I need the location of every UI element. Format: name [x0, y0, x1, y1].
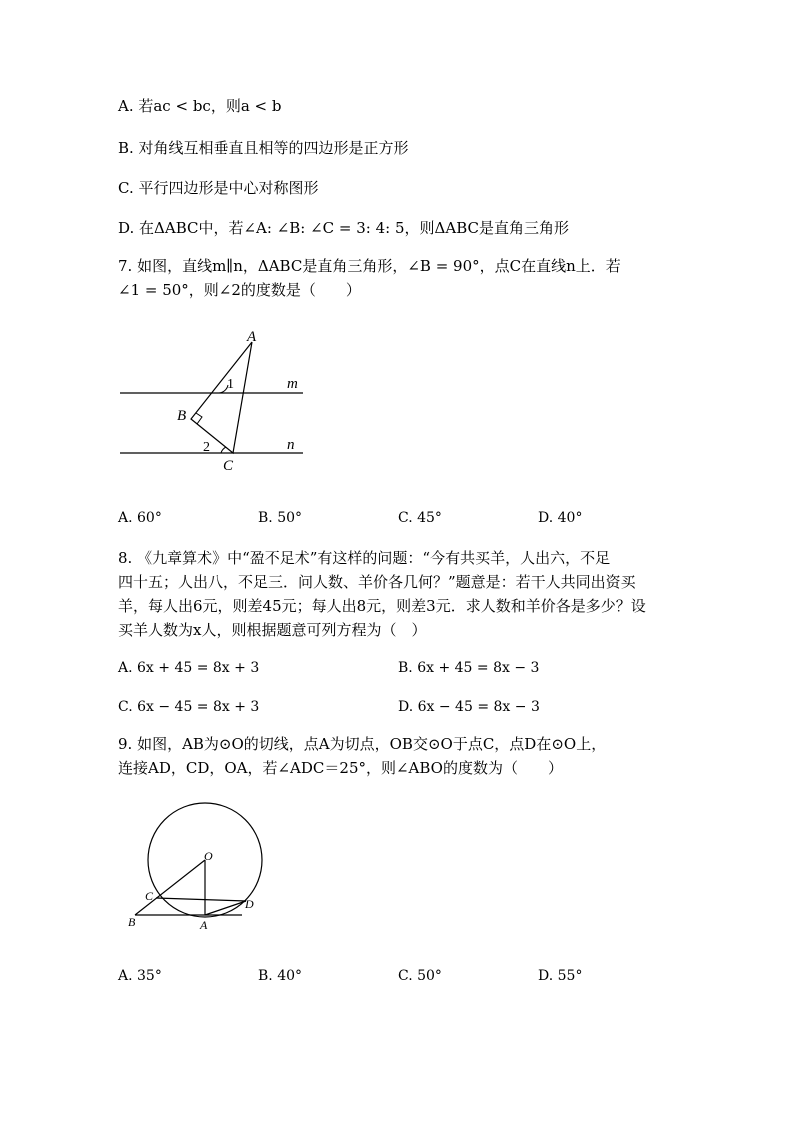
option-a-text: A. 若ac < bc，则a < b	[118, 97, 282, 115]
question-9-line-2: 连接AD，CD，OA，若∠ADC＝25°，则∠ABO的度数为（ ）	[118, 759, 563, 777]
q7-option-b: B. 50°	[258, 510, 303, 526]
right-angle-mark	[196, 413, 202, 424]
angle-2-arc	[221, 447, 226, 453]
label-d: D	[245, 897, 254, 911]
q8-option-c: C. 6x − 45 = 8x + 3	[118, 699, 260, 715]
segment-ob	[135, 860, 205, 915]
q8-option-a: A. 6x + 45 = 8x + 3	[118, 660, 260, 676]
question-7-figure	[115, 320, 315, 480]
q7-option-a: A. 60°	[118, 510, 162, 526]
label-b: B	[128, 915, 136, 929]
q9-option-a: A. 35°	[118, 968, 162, 984]
option-c-text: C. 平行四边形是中心对称图形	[118, 179, 319, 197]
q7-option-d: D. 40°	[538, 510, 583, 526]
label-2: 2	[203, 440, 210, 455]
label-c: C	[223, 458, 234, 474]
label-n: n	[287, 437, 295, 453]
segment-cd	[156, 898, 246, 901]
q9-option-b: B. 40°	[258, 968, 303, 984]
label-1: 1	[227, 377, 234, 392]
question-8-line-1: 8. 《九章算术》中“盈不足术”有这样的问题：“今有共买羊，人出六，不足	[118, 549, 611, 567]
q8-option-d: D. 6x − 45 = 8x − 3	[398, 699, 540, 715]
question-8-line-4: 买羊人数为x人，则根据题意可列方程为（ ）	[118, 621, 427, 639]
q8-option-b: B. 6x + 45 = 8x − 3	[398, 660, 540, 676]
label-a: A	[247, 329, 257, 345]
question-8-line-3: 羊，每人出6元，则差45元；每人出8元，则差3元．求人数和羊价各是多少？设	[118, 597, 646, 615]
question-8-line-2: 四十五；人出八，不足三．问人数、羊价各几何？”题意是：若干人共同出资买	[118, 573, 636, 591]
question-9-line-1: 9. 如图，AB为⊙O的切线，点A为切点，OB交⊙O于点C，点D在⊙O上，	[118, 735, 607, 753]
label-o: O	[204, 849, 213, 863]
question-7-line-1: 7. 如图，直线m∥n，ΔABC是直角三角形，∠B = 90°，点C在直线n上．若	[118, 257, 621, 275]
q7-option-c: C. 45°	[398, 510, 442, 526]
label-m: m	[287, 376, 298, 392]
label-a: A	[200, 918, 208, 932]
triangle-abc	[191, 342, 252, 453]
q9-option-d: D. 55°	[538, 968, 583, 984]
question-9-figure	[120, 800, 270, 940]
label-c: C	[145, 889, 154, 903]
option-d-text: D. 在ΔABC中，若∠A: ∠B: ∠C = 3: 4: 5，则ΔABC是直角三角形	[118, 219, 569, 237]
label-b: B	[177, 408, 187, 424]
option-b-text: B. 对角线互相垂直且相等的四边形是正方形	[118, 139, 409, 157]
question-7-line-2: ∠1 = 50°，则∠2的度数是（ ）	[118, 281, 361, 299]
q9-option-c: C. 50°	[398, 968, 442, 984]
